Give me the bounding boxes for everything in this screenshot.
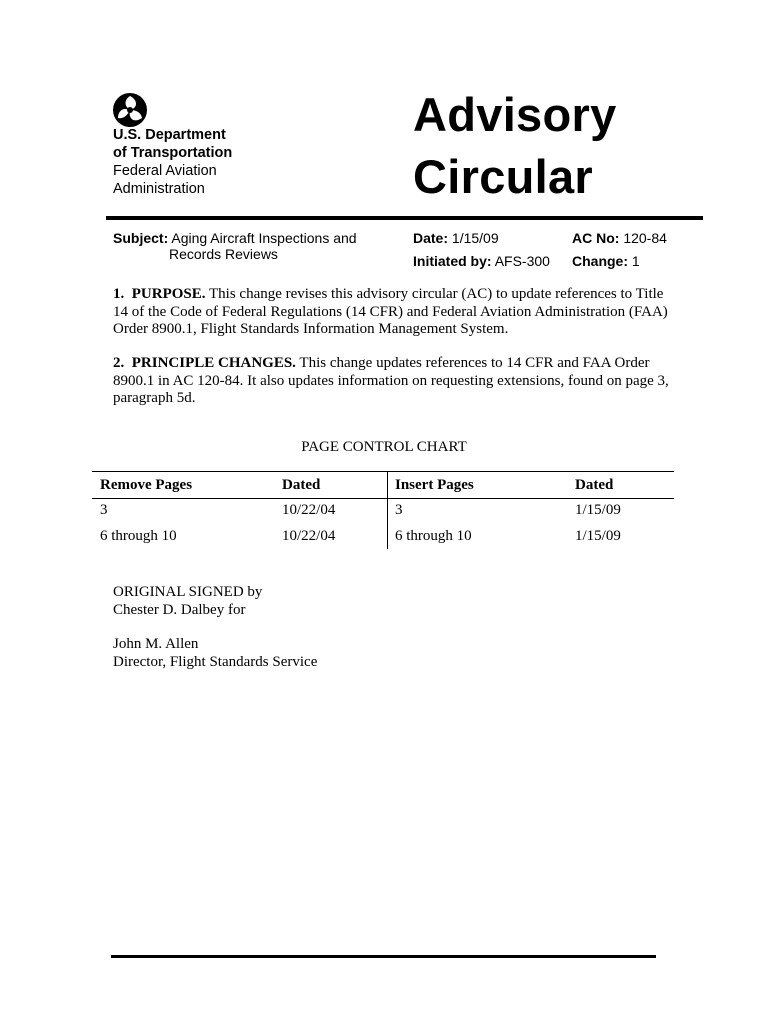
document-title xyxy=(413,84,617,208)
page-control-chart-title: PAGE CONTROL CHART xyxy=(301,439,467,455)
title-line-1: Advisory xyxy=(413,88,617,141)
footer-divider xyxy=(111,955,656,958)
table-top-rule xyxy=(92,471,674,472)
paragraph-heading: PURPOSE. xyxy=(131,286,206,302)
date-field xyxy=(413,230,499,246)
change-value: 1 xyxy=(631,253,640,269)
initiated-by-value: AFS-300 xyxy=(494,253,550,269)
paragraph-text: This change updates references to 14 CFR and FAA Order 8900.1 in AC 120-84. It also updates information on requesting extensions, found on page 3, paragraph 5d. xyxy=(113,355,669,406)
agency-line-4: Administration xyxy=(113,181,205,197)
signature-block xyxy=(113,584,317,671)
subject-line-2: Records Reviews xyxy=(169,246,278,262)
initiated-by-field xyxy=(413,253,550,269)
date-label: Date: xyxy=(413,230,449,246)
paragraph-number: 2. xyxy=(113,355,125,371)
ac-number-value: 120-84 xyxy=(623,230,667,246)
agency-line-1: U.S. Department xyxy=(113,127,226,143)
subject-label: Subject: xyxy=(113,230,169,246)
signatory-name: John M. Allen xyxy=(113,636,199,652)
agency-block xyxy=(113,126,232,198)
row-2-insert-dated: 1/15/09 xyxy=(575,528,621,544)
paragraph-heading: PRINCIPLE CHANGES. xyxy=(131,355,296,371)
page-control-table xyxy=(92,471,674,549)
header-remove-pages: Remove Pages xyxy=(100,477,193,493)
signature-line-1: ORIGINAL SIGNED by xyxy=(113,584,263,600)
principle-changes-paragraph xyxy=(113,355,673,408)
row-2-remove-dated: 10/22/04 xyxy=(282,528,336,544)
ac-number-field xyxy=(572,230,667,246)
header-insert-dated: Dated xyxy=(575,477,614,493)
ac-number-label: AC No: xyxy=(572,230,620,246)
table-header-rule xyxy=(92,498,674,499)
row-1-insert-pages: 3 xyxy=(395,502,403,518)
agency-line-2: of Transportation xyxy=(113,145,233,161)
header-remove-dated: Dated xyxy=(282,477,321,493)
agency-line-3: Federal Aviation xyxy=(113,163,217,179)
date-value: 1/15/09 xyxy=(451,230,499,246)
dot-triskelion-logo-icon xyxy=(112,92,148,128)
row-1-remove-pages: 3 xyxy=(100,502,108,518)
paragraph-text: This change revises this advisory circular (AC) to update references to Title 14 of the Code of Federal Regulations (14 CFR) and Federal Aviation Administration (FAA) Order 8900.1, Flight Standards Information Management System. xyxy=(113,286,668,337)
purpose-paragraph xyxy=(113,286,673,339)
signature-line-2: Chester D. Dalbey for xyxy=(113,601,246,618)
title-line-2: Circular xyxy=(413,150,594,203)
subject-line-1: Aging Aircraft Inspections and xyxy=(171,230,357,246)
initiated-by-label: Initiated by: xyxy=(413,253,492,269)
paragraph-number: 1. xyxy=(113,286,125,302)
row-2-insert-pages: 6 through 10 xyxy=(395,528,472,544)
signatory-title: Director, Flight Standards Service xyxy=(113,653,318,670)
change-label: Change: xyxy=(572,253,628,269)
row-1-remove-dated: 10/22/04 xyxy=(282,502,336,518)
row-1-insert-dated: 1/15/09 xyxy=(575,502,621,518)
table-center-rule xyxy=(387,471,388,549)
header-insert-pages: Insert Pages xyxy=(395,477,474,493)
row-2-remove-pages: 6 through 10 xyxy=(100,528,177,544)
signature-spacer xyxy=(113,619,317,636)
header-divider xyxy=(106,216,703,220)
subject-field xyxy=(113,230,357,262)
change-field xyxy=(572,253,640,269)
